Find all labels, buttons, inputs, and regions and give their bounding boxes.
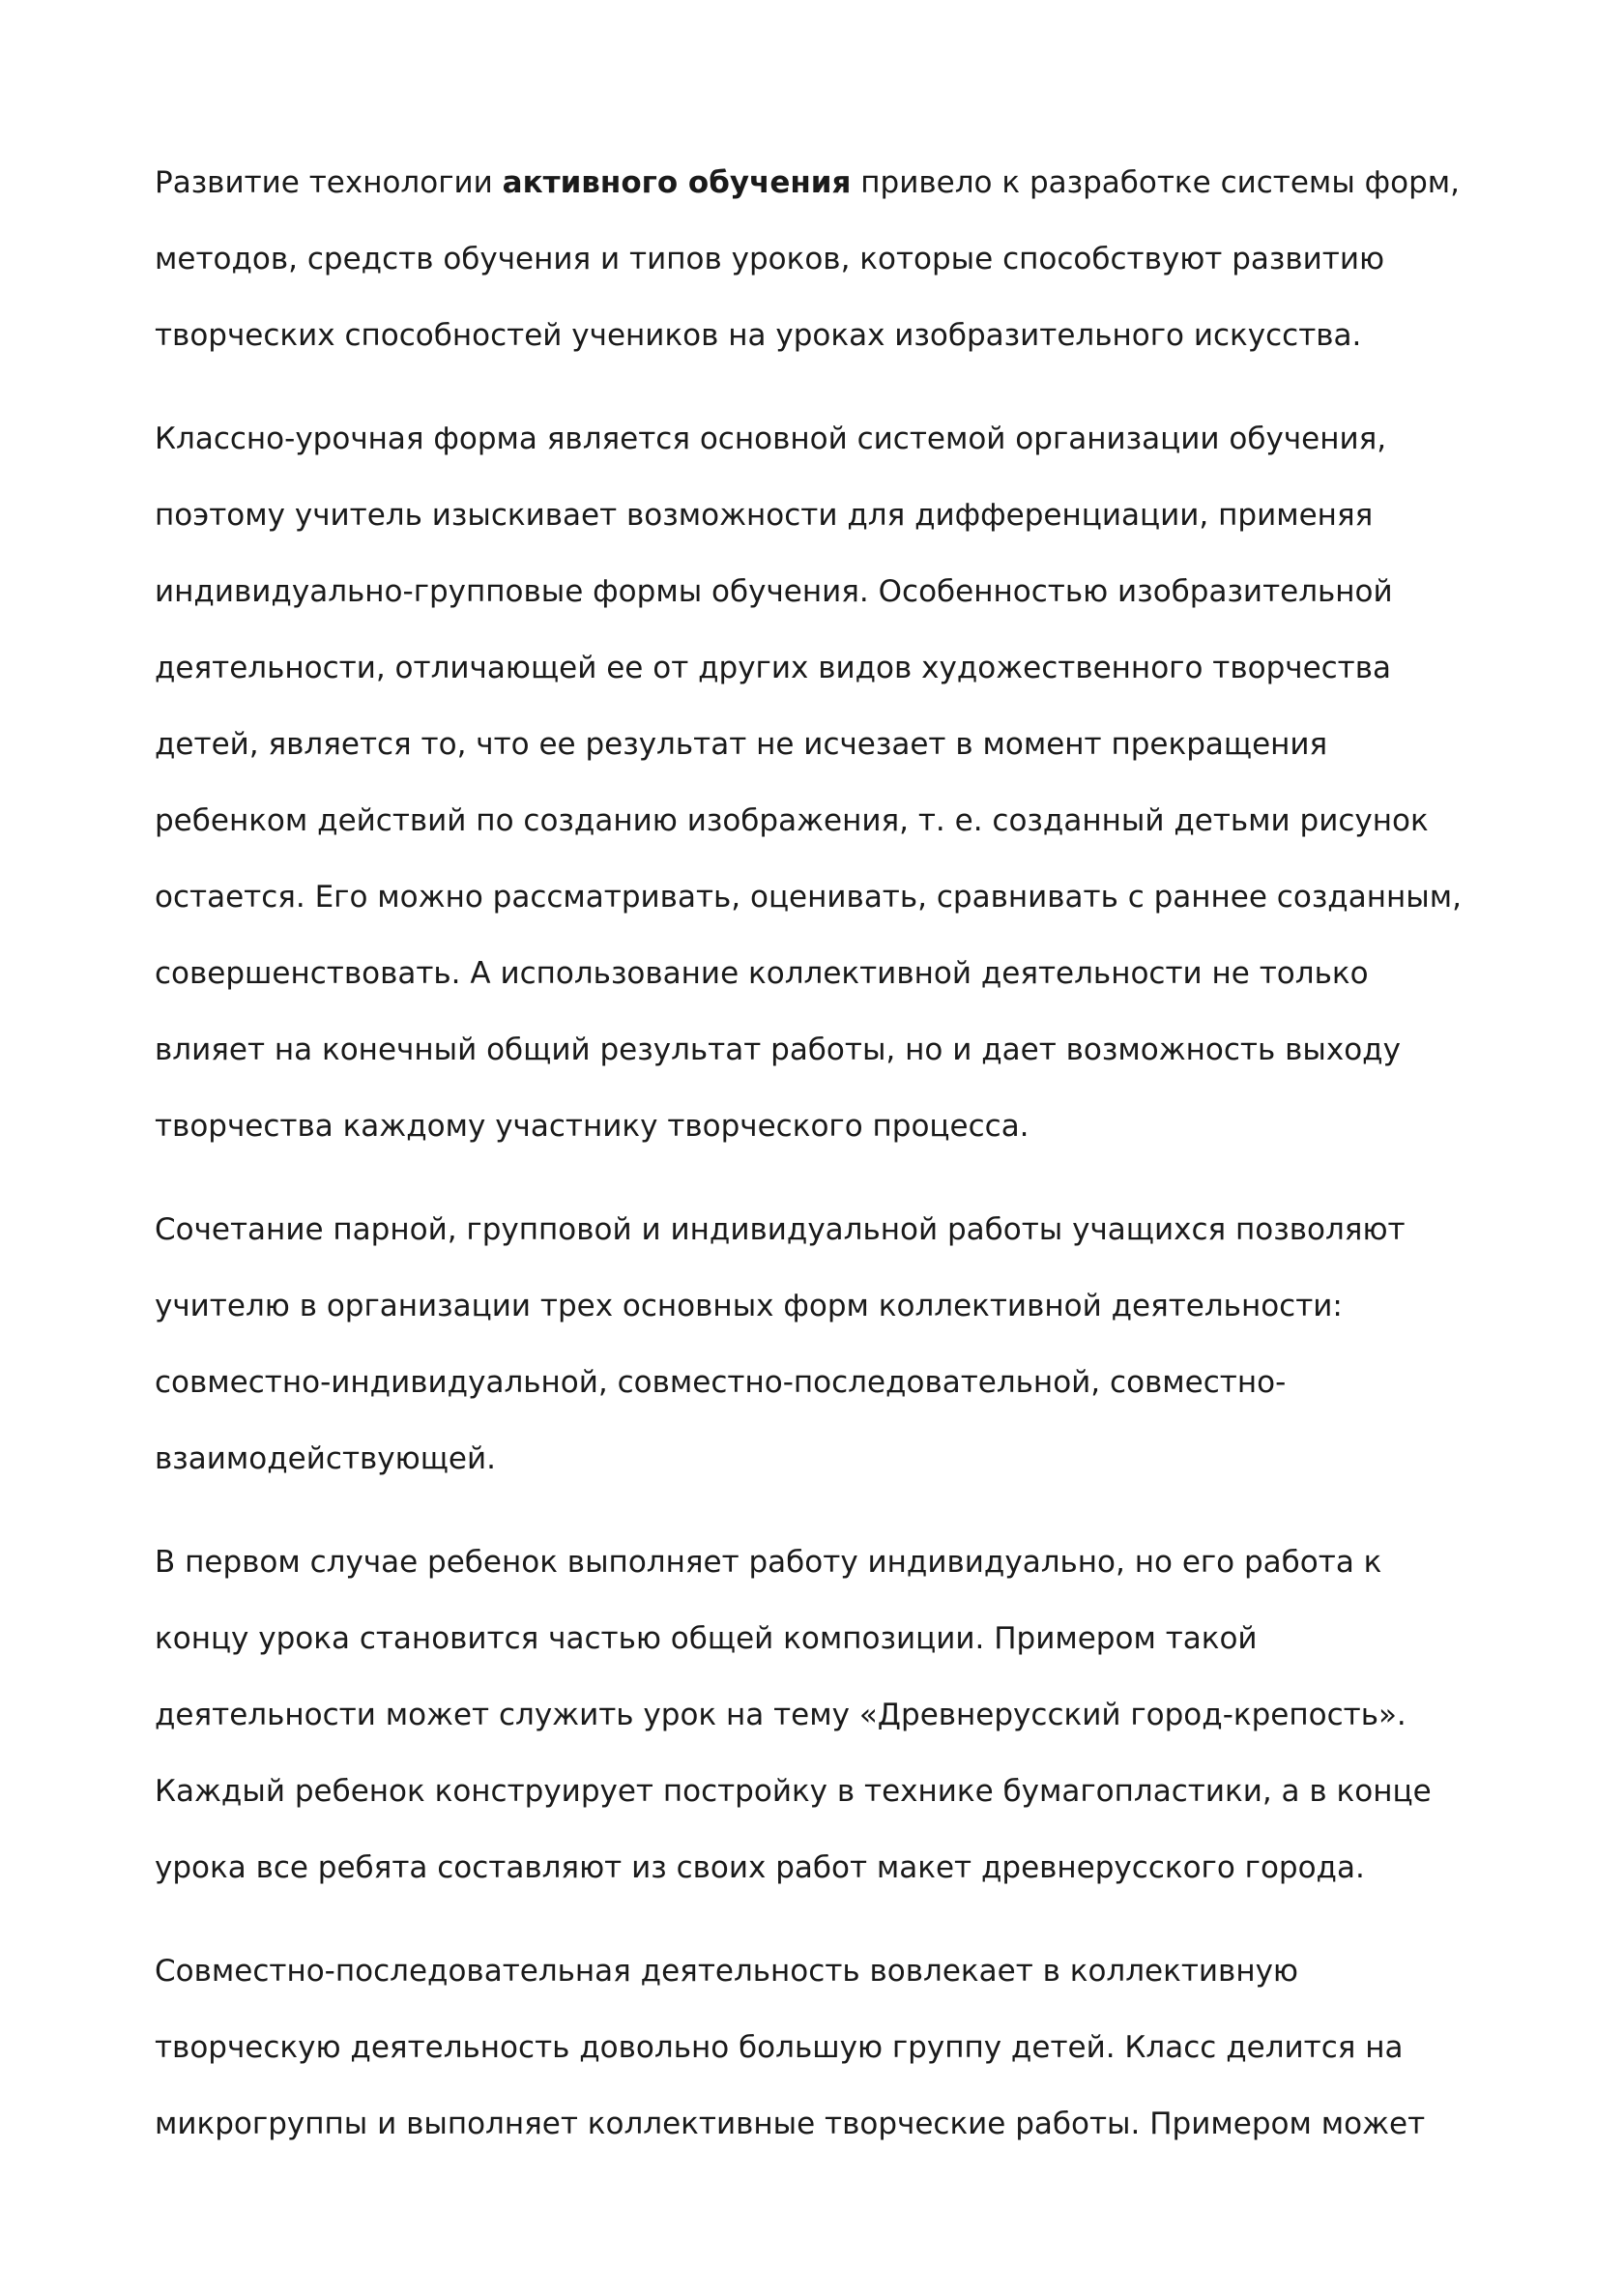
text-line: детей, является то, что ее результат не исчезает в момент прекращения — [155, 727, 1328, 762]
text-line: Каждый ребенок конструирует постройку в технике бумагопластики, а в конце — [155, 1774, 1432, 1809]
text-line: деятельности, отличающей ее от других видов художественного творчества — [155, 651, 1392, 685]
text-line: Совместно-последовательная деятельность вовлекает в коллективную — [155, 1954, 1299, 1989]
text-line: творческую деятельность довольно большую группу детей. Класс делится на — [155, 2030, 1404, 2065]
text-line: творчества каждому участнику творческого процесса. — [155, 1109, 1030, 1144]
paragraph-4 — [155, 1525, 1489, 1906]
text-line: Сочетание парной, групповой и индивидуальной работы учащихся позволяют — [155, 1212, 1406, 1247]
text-line — [155, 145, 1489, 221]
text-line: влияет на конечный общий результат работы, но и дает возможность выходу — [155, 1032, 1401, 1067]
paragraph-5 — [155, 1933, 1489, 2163]
text-line: остается. Его можно рассматривать, оценивать, сравнивать с раннее созданным, — [155, 880, 1462, 915]
text-line: учителю в организации трех основных форм коллективной деятельности: — [155, 1289, 1343, 1323]
text-line: микрогруппы и выполняет коллективные творческие работы. Примером может — [155, 2107, 1426, 2141]
document-body — [155, 145, 1489, 2190]
text-line: деятельности может служить урок на тему «Древнерусский город-крепость». — [155, 1698, 1406, 1732]
text-line: методов, средств обучения и типов уроков, которые способствуют развитию — [155, 242, 1385, 276]
text-line: В первом случае ребенок выполняет работу индивидуально, но его работа к — [155, 1545, 1382, 1580]
text-line: творческих способностей учеников на уроках изобразительного искусства. — [155, 318, 1362, 353]
text-run: Развитие технологии — [155, 165, 503, 200]
text-line: концу урока становится частью общей композиции. Примером такой — [155, 1621, 1258, 1656]
text-line: ребенком действий по созданию изображения, т. е. созданный детьми рисунок — [155, 803, 1429, 838]
text-line: совместно-индивидуальной, совместно-последовательной, совместно- — [155, 1365, 1287, 1400]
paragraph-1 — [155, 145, 1489, 374]
paragraph-3 — [155, 1192, 1489, 1497]
text-line: урока все ребята составляют из своих работ макет древнерусского города. — [155, 1850, 1365, 1885]
bold-term: активного обучения — [502, 165, 852, 200]
text-line: совершенствовать. А использование коллективной деятельности не только — [155, 956, 1369, 991]
text-line: взаимодействующей. — [155, 1441, 496, 1476]
paragraph-2 — [155, 401, 1489, 1165]
text-run: привело к разработке системы форм, — [851, 165, 1461, 200]
text-line: Классно-урочная форма является основной системой организации обучения, — [155, 421, 1387, 456]
text-line: поэтому учитель изыскивает возможности для дифференциации, применяя — [155, 498, 1374, 533]
text-line: индивидуально-групповые формы обучения. Особенностью изобразительной — [155, 574, 1393, 609]
